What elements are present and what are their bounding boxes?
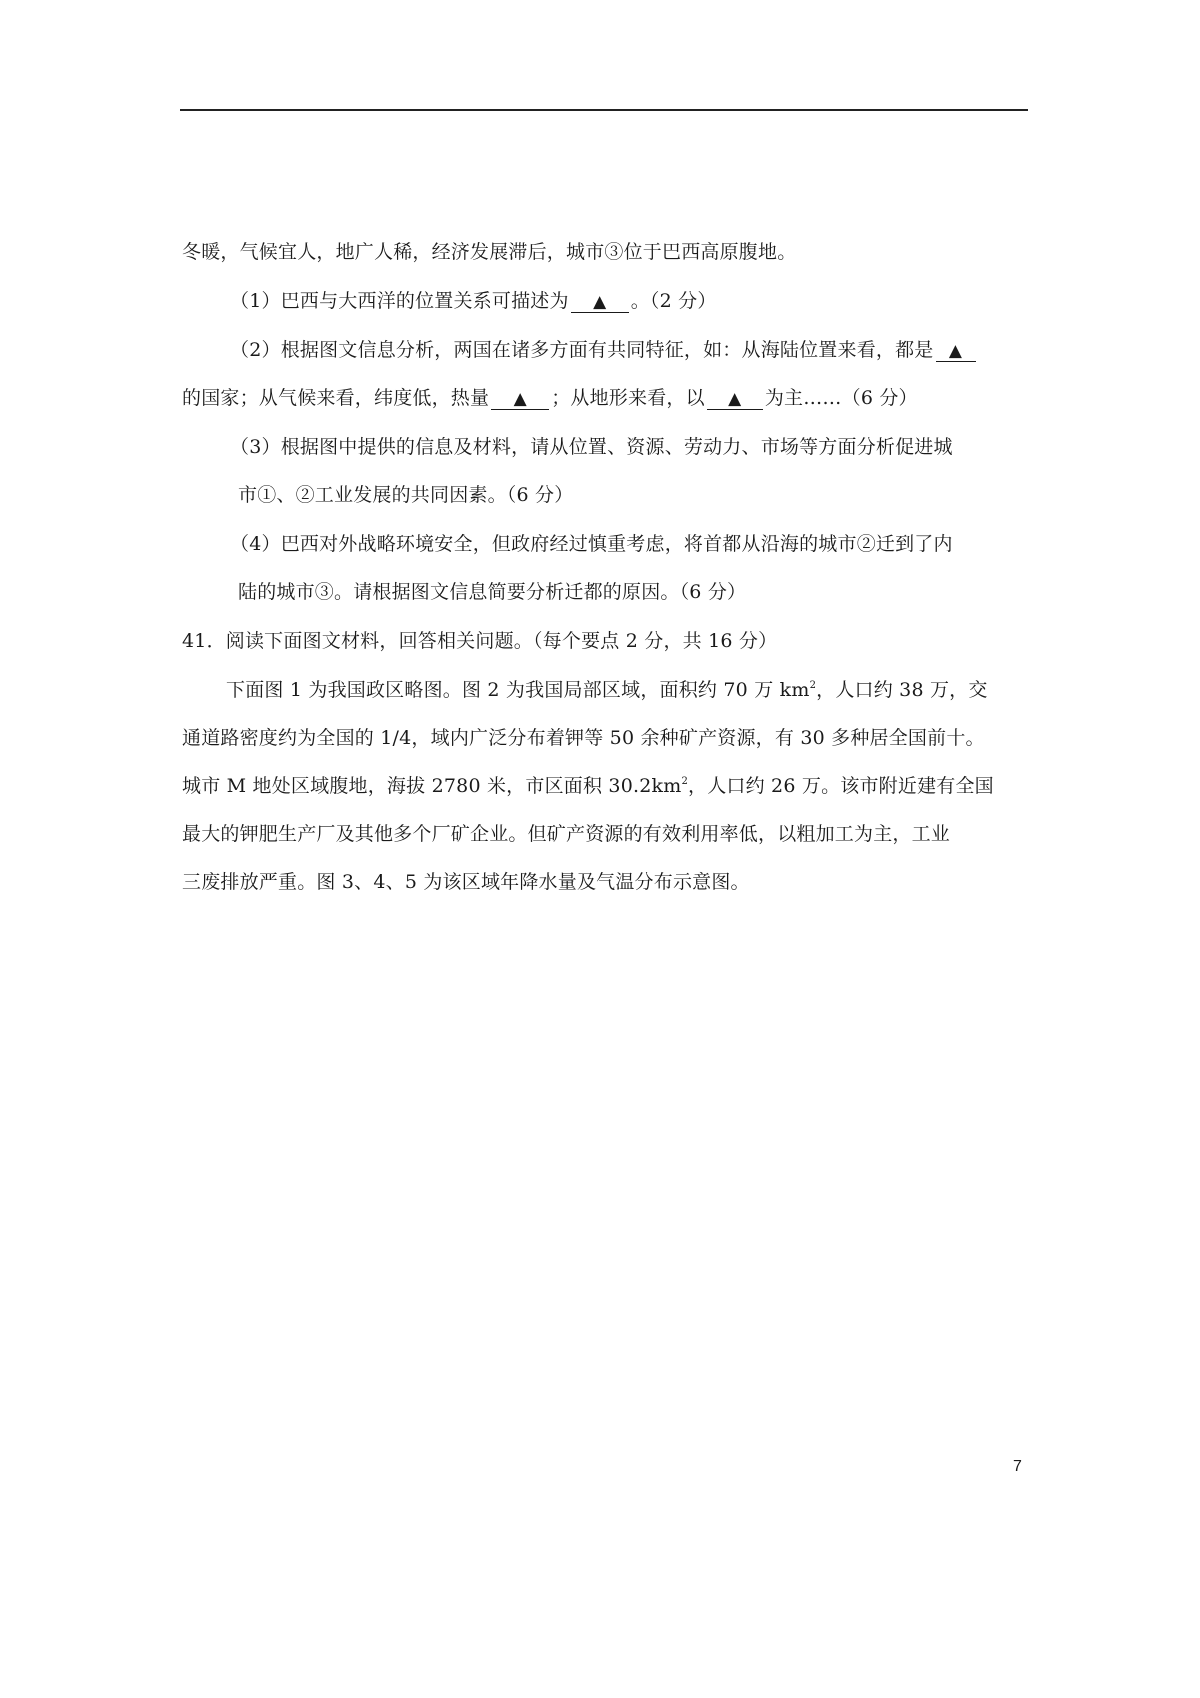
- superscript: 2: [681, 776, 689, 787]
- question-2-text: 的国家；从气候来看，纬度低，热量: [182, 387, 490, 409]
- question-41-title: 41．阅读下面图文材料，回答相关问题。（每个要点 2 分，共 16 分）: [182, 630, 778, 652]
- question-2-score: 为主……（6 分）: [764, 387, 918, 409]
- question-1-text: （1）巴西与大西洋的位置关系可描述为: [230, 290, 569, 312]
- continuation-text: 冬暖，气候宜人，地广人稀，经济发展滞后，城市③位于巴西高原腹地。: [182, 241, 797, 263]
- question-4-line-2: 陆的城市③。请根据图文信息简要分析迁都的原因。（6 分）: [238, 581, 747, 603]
- question-4-line-1: （4）巴西对外战略环境安全，但政府经过慎重考虑，将首都从沿海的城市②迁到了内: [230, 533, 953, 555]
- material-paragraph-line-3: [182, 774, 994, 798]
- material-text: 下面图 1 为我国政区略图。图 2 为我国局部区域，面积约 70 万 km: [226, 679, 810, 701]
- material-paragraph-line-2: 通道路密度约为全国的 1/4，域内广泛分布着钾等 50 余种矿产资源，有 30 多种居全国前十。: [182, 727, 985, 749]
- superscript: 2: [809, 680, 817, 691]
- material-paragraph-line-5: 三废排放严重。图 3、4、5 为该区域年降水量及气温分布示意图。: [182, 871, 750, 893]
- material-paragraph-line-4: 最大的钾肥生产厂及其他多个厂矿企业。但矿产资源的有效利用率低，以粗加工为主，工业: [182, 823, 951, 845]
- material-text: 城市 M 地处区域腹地，海拔 2780 米，市区面积 30.2km: [182, 775, 682, 797]
- triangle-icon: ▲: [593, 292, 607, 312]
- question-3-line-1: （3）根据图中提供的信息及材料，请从位置、资源、劳动力、市场等方面分析促进城: [230, 436, 953, 458]
- question-2-line-1: [230, 338, 978, 362]
- triangle-icon: ▲: [513, 389, 527, 409]
- material-paragraph-line-1: [226, 678, 988, 702]
- question-1-score: 。（2 分）: [630, 290, 717, 312]
- material-text: ，人口约 38 万，交: [816, 679, 988, 701]
- question-1: [230, 289, 717, 313]
- answer-blank: [571, 291, 629, 313]
- answer-blank: [936, 340, 976, 362]
- answer-blank: [491, 388, 549, 410]
- header-rule: [180, 109, 1028, 111]
- material-text: ，人口约 26 万。该市附近建有全国: [688, 775, 994, 797]
- question-2-text: ；从地形来看，以: [551, 387, 705, 409]
- triangle-icon: ▲: [728, 389, 742, 409]
- question-3-line-2: 市①、②工业发展的共同因素。（6 分）: [238, 484, 574, 506]
- triangle-icon: ▲: [948, 341, 963, 361]
- question-2-line-2: [182, 386, 918, 410]
- question-2-text: （2）根据图文信息分析，两国在诸多方面有共同特征，如：从海陆位置来看，都是: [230, 339, 934, 361]
- page-number: 7: [1013, 1458, 1022, 1475]
- answer-blank: [707, 388, 763, 410]
